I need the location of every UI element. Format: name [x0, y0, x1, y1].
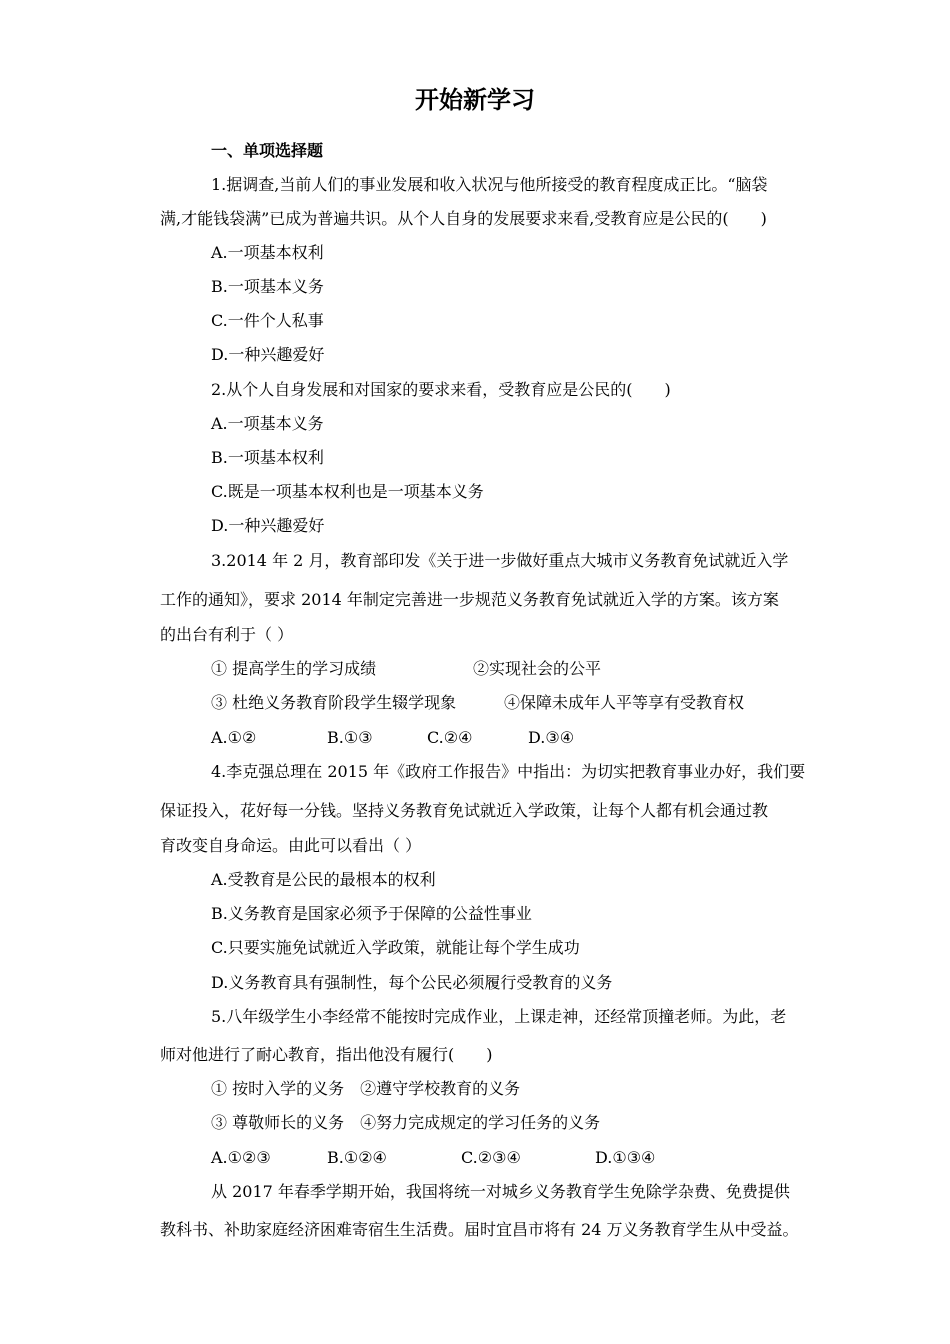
q1-stem-line2: 满,才能钱袋满”已成为普遍共识。从个人自身的发展要求来看,受教育应是公民的( ) — [160, 209, 767, 228]
q1-option-a: A.一项基本权利 — [211, 243, 324, 262]
q2-option-c: C.既是一项基本权利也是一项基本义务 — [211, 482, 484, 501]
q4-stem-line3: 育改变自身命运。由此可以看出（ ） — [160, 836, 422, 855]
q2-option-d: D.一种兴趣爱好 — [211, 516, 325, 535]
q2-option-b: B.一项基本权利 — [211, 448, 324, 467]
q4-stem-line1: 4.李克强总理在 2015 年《政府工作报告》中指出：为切实把教育事业办好，我们要 — [211, 762, 806, 781]
q3-stem-line3: 的出台有利于（ ） — [160, 625, 294, 644]
q5-statements-3-4: ③ 尊敬师长的义务 ④努力完成规定的学习任务的义务 — [211, 1113, 601, 1132]
q3-choice-d: D.③④ — [528, 728, 575, 747]
q2-option-a: A.一项基本义务 — [211, 414, 324, 433]
q1-option-b: B.一项基本义务 — [211, 277, 324, 296]
q1-option-d: D.一种兴趣爱好 — [211, 345, 325, 364]
document-title: 开始新学习 — [415, 85, 535, 114]
q3-statement-3: ③ 杜绝义务教育阶段学生辍学现象 — [211, 693, 457, 712]
q3-stem-line1: 3.2014 年 2 月，教育部印发《关于进一步做好重点大城市义务教育免试就近入学 — [211, 551, 789, 570]
q5-stem-line2: 师对他进行了耐心教育，指出他没有履行( ) — [160, 1045, 493, 1064]
q5-choice-c: C.②③④ — [461, 1148, 521, 1167]
q3-choice-a: A.①② — [211, 728, 257, 747]
q4-option-b: B.义务教育是国家必须予于保障的公益性事业 — [211, 904, 532, 923]
q5-choice-b: B.①②④ — [327, 1148, 387, 1167]
q4-option-a: A.受教育是公民的最根本的权利 — [211, 870, 436, 889]
q5-stem-line1: 5.八年级学生小李经常不能按时完成作业，上课走神，还经常顶撞老师。为此，老 — [211, 1007, 787, 1026]
section-heading: 一、单项选择题 — [211, 141, 324, 160]
q1-option-c: C.一件个人私事 — [211, 311, 324, 330]
q3-choice-c: C.②④ — [427, 728, 473, 747]
q4-option-c: C.只要实施免试就近入学政策，就能让每个学生成功 — [211, 938, 580, 957]
passage-line1: 从 2017 年春季学期开始，我国将统一对城乡义务教育学生免除学杂费、免费提供 — [211, 1182, 790, 1201]
q4-option-d: D.义务教育具有强制性，每个公民必须履行受教育的义务 — [211, 973, 613, 992]
q3-choice-b: B.①③ — [327, 728, 373, 747]
q5-choice-d: D.①③④ — [595, 1148, 656, 1167]
q3-statement-2: ②实现社会的公平 — [473, 659, 602, 678]
q5-choice-a: A.①②③ — [211, 1148, 271, 1167]
q3-stem-line2: 工作的通知》，要求 2014 年制定完善进一步规范义务教育免试就近入学的方案。该方案 — [160, 590, 779, 609]
q4-stem-line2: 保证投入，花好每一分钱。坚持义务教育免试就近入学政策，让每个人都有机会通过教 — [160, 801, 769, 820]
passage-line2: 教科书、补助家庭经济困难寄宿生生活费。届时宜昌市将有 24 万义务教育学生从中受益。 — [160, 1220, 799, 1239]
q2-stem: 2.从个人自身发展和对国家的要求来看，受教育应是公民的( ) — [211, 380, 671, 399]
q3-statement-4: ④保障未成年人平等享有受教育权 — [504, 693, 745, 712]
q1-stem-line1: 1.据调查,当前人们的事业发展和收入状况与他所接受的教育程度成正比。“脑袋 — [211, 175, 768, 194]
q3-statement-1: ① 提高学生的学习成绩 — [211, 659, 377, 678]
q5-statements-1-2: ① 按时入学的义务 ②遵守学校教育的义务 — [211, 1079, 521, 1098]
